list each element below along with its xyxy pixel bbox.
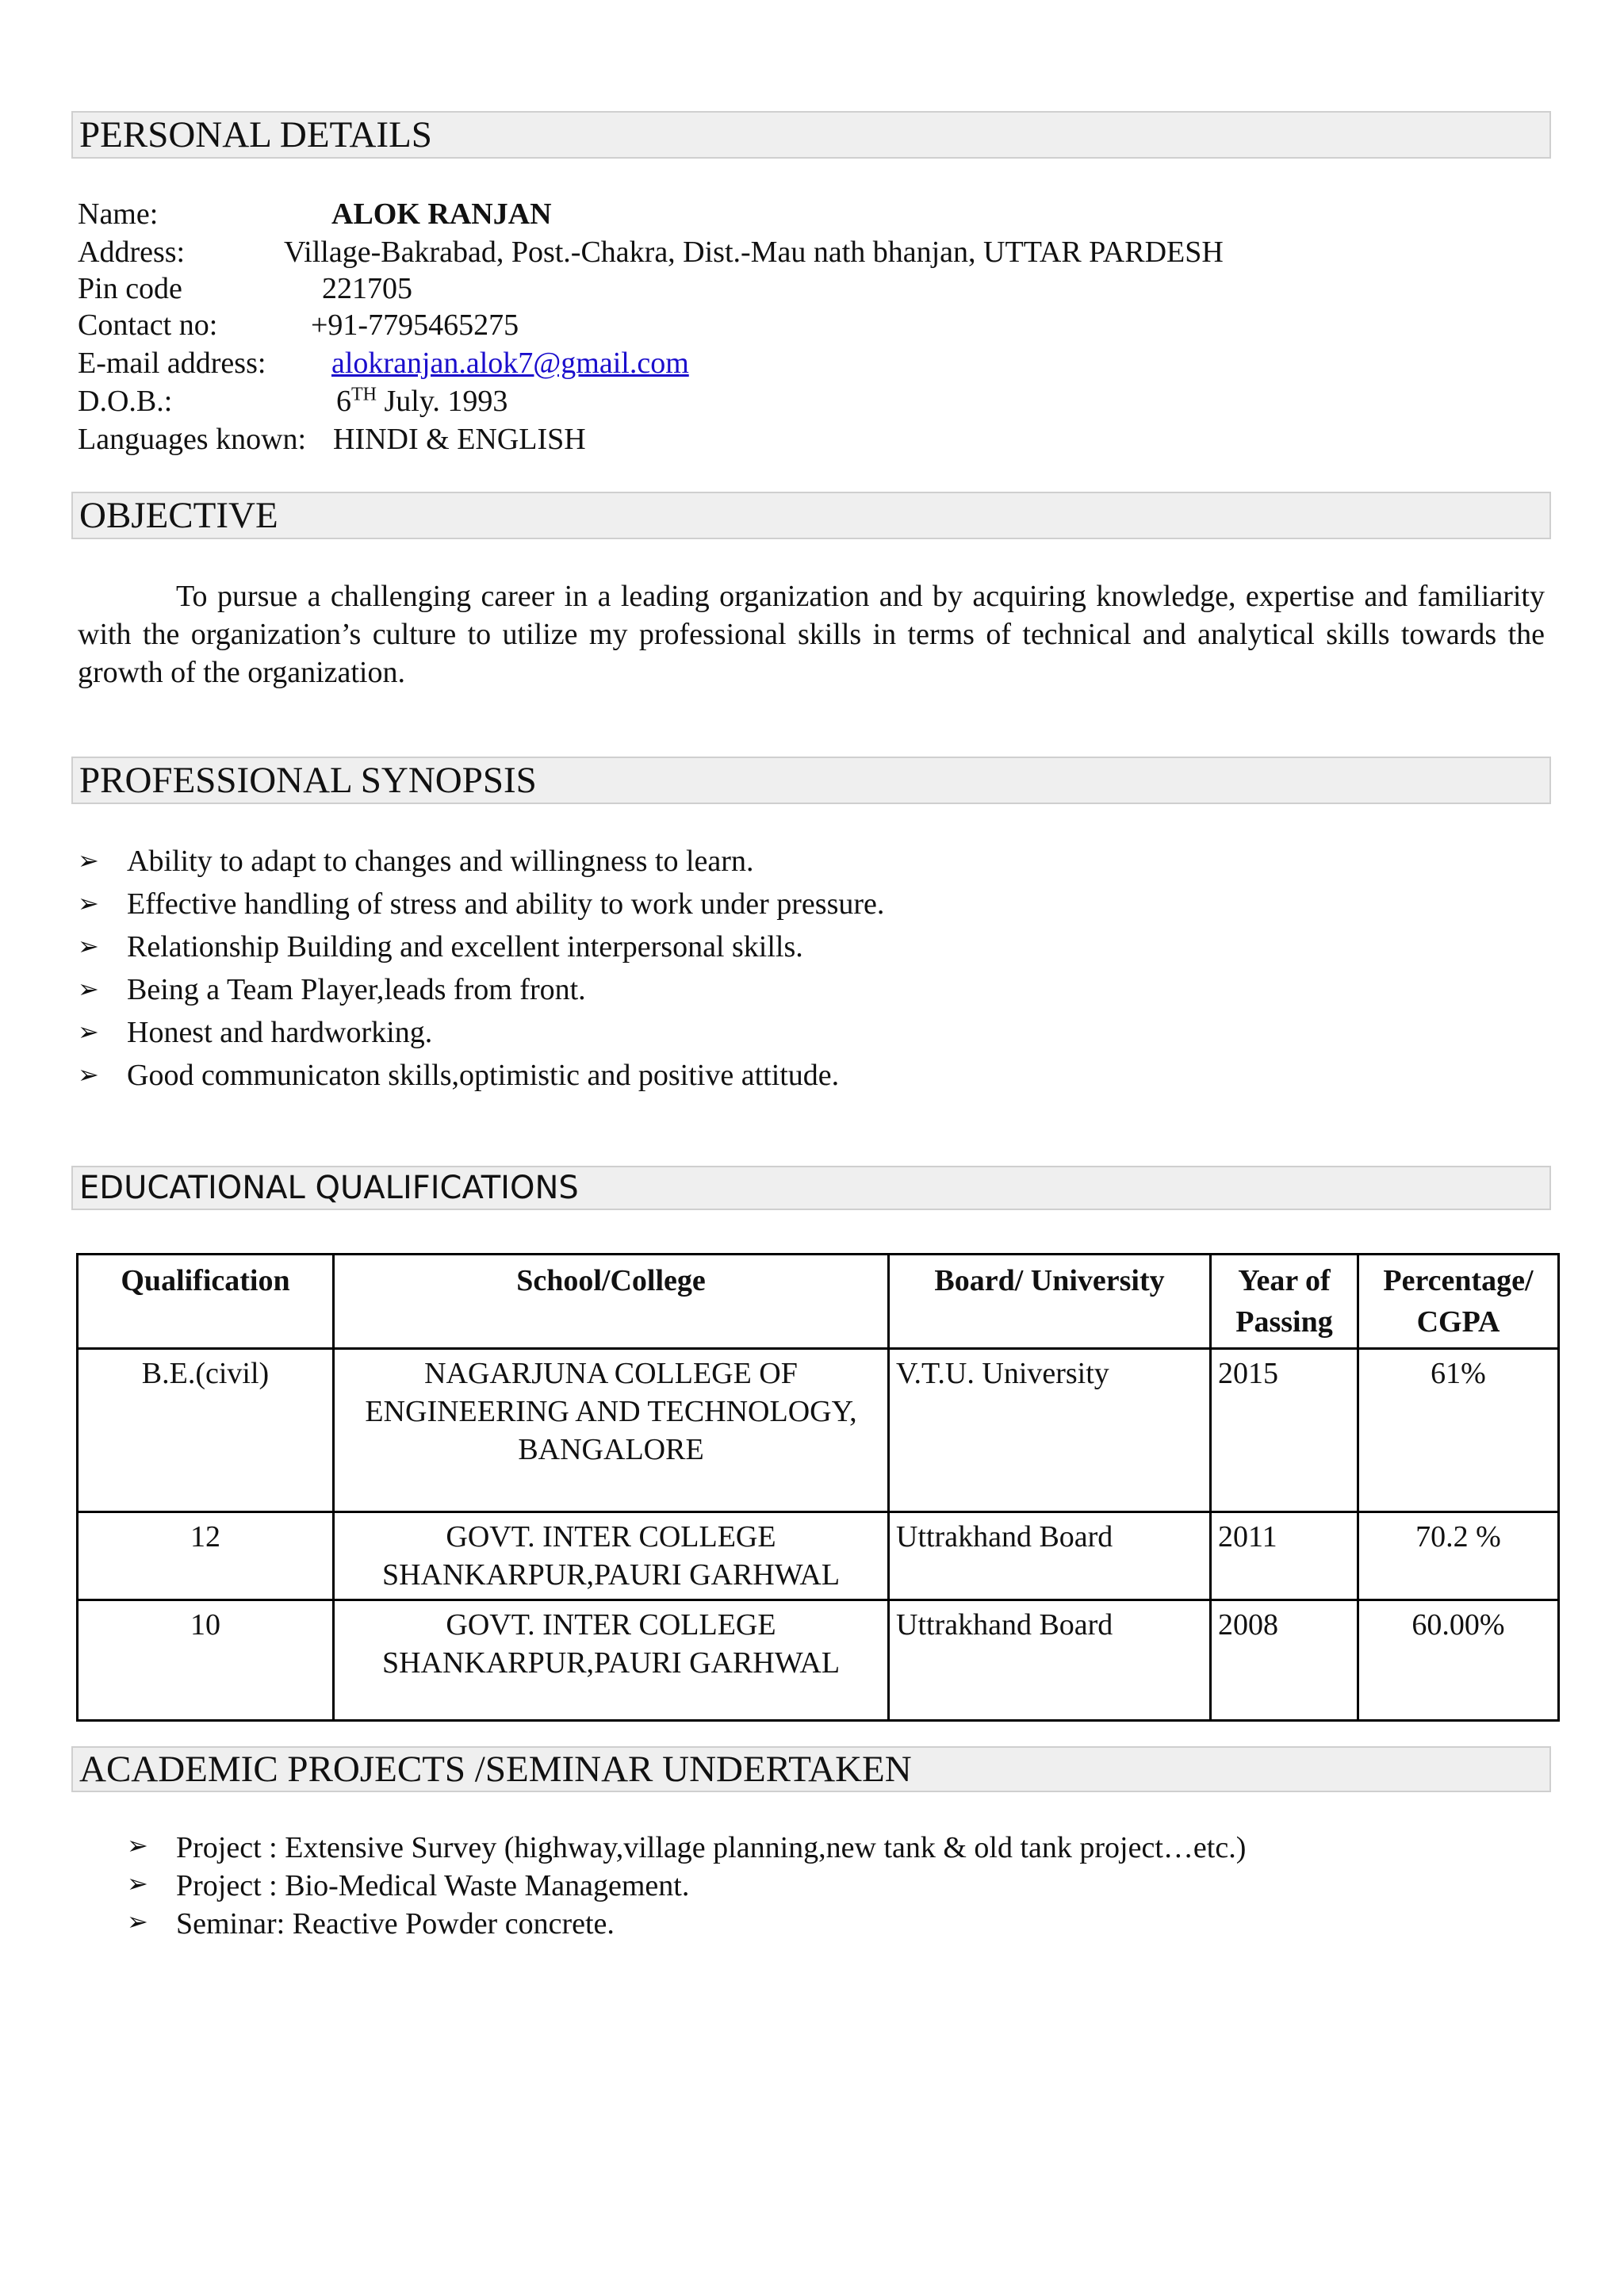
- list-item: ➢ Honest and hardworking.: [78, 1016, 433, 1049]
- arrowhead-bullet-icon: ➢: [78, 1017, 99, 1047]
- list-item: ➢ Relationship Building and excellent interpersonal skills.: [78, 930, 803, 964]
- contact-value: +91-7795465275: [311, 308, 519, 342]
- section-title: PERSONAL DETAILS: [79, 113, 432, 155]
- table-cell: GOVT. INTER COLLEGE SHANKARPUR,PAURI GARHWAL: [334, 1600, 889, 1721]
- list-item: ➢ Ability to adapt to changes and willingness to learn.: [78, 845, 754, 878]
- section-title: EDUCATIONAL QUALIFICATIONS: [79, 1170, 579, 1206]
- address-value: Village-Bakrabad, Post.-Chakra, Dist.-Mau nath bhanjan, UTTAR PARDESH: [284, 236, 1224, 269]
- section-title: ACADEMIC PROJECTS /SEMINAR UNDERTAKEN: [79, 1748, 912, 1790]
- table-cell: NAGARJUNA COLLEGE OF ENGINEERING AND TECHNOLOGY, BANGALORE: [334, 1349, 889, 1512]
- section-title: OBJECTIVE: [79, 494, 278, 536]
- address-label: Address:: [78, 236, 186, 269]
- dob-value: [336, 384, 508, 419]
- list-item: ➢ Seminar: Reactive Powder concrete.: [127, 1906, 615, 1941]
- table-row: [78, 1512, 1559, 1600]
- section-header-professional-synopsis: [71, 757, 1551, 804]
- list-item: ➢ Being a Team Player,leads from front.: [78, 973, 586, 1006]
- arrowhead-bullet-icon: ➢: [78, 1059, 99, 1090]
- projects-list: [127, 1830, 1246, 1944]
- table-cell: 10: [78, 1600, 334, 1721]
- arrowhead-bullet-icon: ➢: [78, 888, 99, 918]
- list-item: ➢ Effective handling of stress and ability to work under pressure.: [78, 887, 885, 921]
- pin-value: 221705: [322, 272, 412, 305]
- column-header: School/College: [334, 1255, 889, 1349]
- table-cell: 2008: [1211, 1600, 1358, 1721]
- arrowhead-bullet-icon: ➢: [78, 845, 99, 875]
- list-item: ➢ Project : Extensive Survey (highway,village planning,new tank & old tank project…etc.): [127, 1830, 1247, 1864]
- table-row: [78, 1349, 1559, 1512]
- section-header-academic-projects: [71, 1746, 1551, 1792]
- arrowhead-bullet-icon: ➢: [127, 1830, 148, 1860]
- languages-value: HINDI & ENGLISH: [333, 423, 586, 456]
- table-row: [78, 1600, 1559, 1721]
- table-cell: 70.2 %: [1358, 1512, 1559, 1600]
- table-cell: 61%: [1358, 1349, 1559, 1512]
- table-header-row: [78, 1255, 1559, 1349]
- table-cell: Uttrakhand Board: [889, 1512, 1211, 1600]
- dob-label: D.O.B.:: [78, 385, 173, 418]
- table-cell: 60.00%: [1358, 1600, 1559, 1721]
- list-item: ➢ Good communicaton skills,optimistic and positive attitude.: [78, 1059, 840, 1092]
- column-header: Percentage/ CGPA: [1358, 1255, 1559, 1349]
- email-label: E-mail address:: [78, 347, 266, 380]
- section-header-objective: [71, 492, 1551, 539]
- list-item: ➢ Project : Bio-Medical Waste Management.: [127, 1868, 690, 1902]
- languages-label: Languages known:: [78, 423, 307, 456]
- objective-text: To pursue a challenging career in a leading organization and by acquiring knowledge, expertise and familiarity with the organization’s culture to utilize my professional skills in terms of technical and analytical skills towards the growth of the organization.: [78, 580, 1545, 689]
- table-cell: 2011: [1211, 1512, 1358, 1600]
- section-title: PROFESSIONAL SYNOPSIS: [79, 759, 537, 801]
- arrowhead-bullet-icon: ➢: [78, 931, 99, 961]
- arrowhead-bullet-icon: ➢: [78, 974, 99, 1004]
- pin-label: Pin code: [78, 272, 182, 305]
- column-header: Year of Passing: [1211, 1255, 1358, 1349]
- section-header-educational-qualifications: [71, 1166, 1551, 1210]
- name-label: Name:: [78, 197, 159, 231]
- arrowhead-bullet-icon: ➢: [127, 1906, 148, 1937]
- contact-label: Contact no:: [78, 308, 218, 342]
- column-header: Board/ University: [889, 1255, 1211, 1349]
- email-link[interactable]: alokranjan.alok7@gmail.com: [331, 347, 689, 380]
- table-cell: Uttrakhand Board: [889, 1600, 1211, 1721]
- table-cell: V.T.U. University: [889, 1349, 1211, 1512]
- dob-day: 6: [336, 385, 351, 418]
- column-header: Qualification: [78, 1255, 334, 1349]
- section-header-personal-details: [71, 111, 1551, 159]
- name-value: ALOK RANJAN: [331, 197, 552, 231]
- table-cell: B.E.(civil): [78, 1349, 334, 1512]
- arrowhead-bullet-icon: ➢: [127, 1868, 148, 1898]
- dob-rest: July. 1993: [377, 385, 508, 418]
- synopsis-list: [78, 844, 884, 1101]
- table-cell: GOVT. INTER COLLEGE SHANKARPUR,PAURI GARHWAL: [334, 1512, 889, 1600]
- table-cell: 12: [78, 1512, 334, 1600]
- table-cell: 2015: [1211, 1349, 1358, 1512]
- dob-suffix: TH: [351, 384, 377, 405]
- education-table: [76, 1253, 1560, 1722]
